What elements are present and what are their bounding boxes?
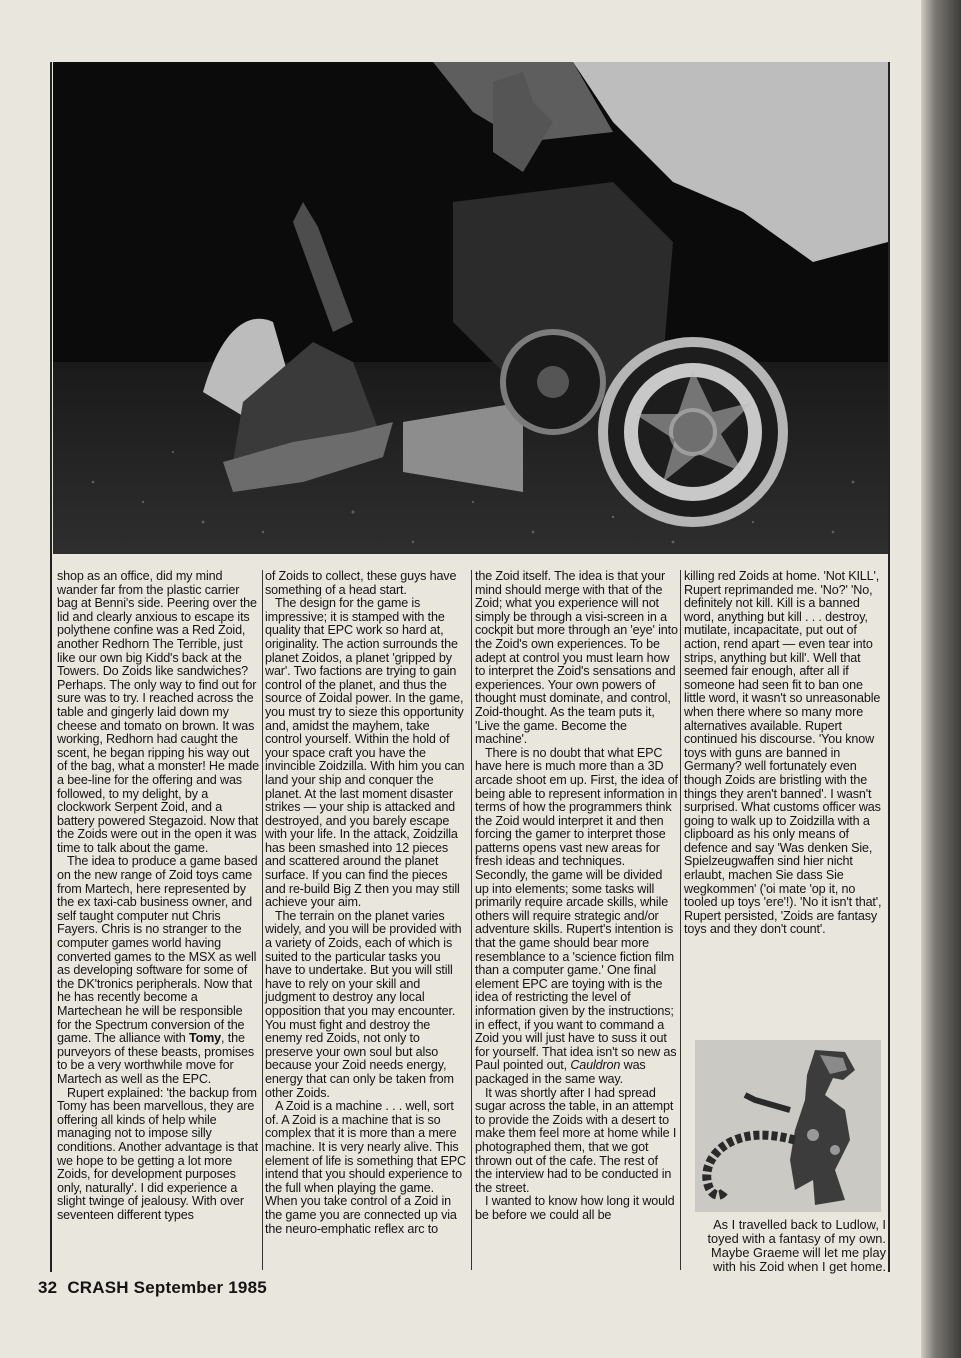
zoids-photo-illustration [53, 62, 888, 554]
article-column-3 [475, 570, 678, 1270]
article-column-1 [57, 570, 260, 1270]
zoidzilla-illustration [695, 1040, 881, 1212]
column-rule-1 [262, 570, 263, 1270]
photo-caption: As I travelled back to Ludlow, I toyed with a fantasy of my own. Maybe Graeme will let me play with his Zoid when I get home. [707, 1217, 886, 1274]
article-column-2 [265, 570, 468, 1270]
article-column-4 [684, 570, 884, 1030]
col2-paragraph-2: The design for the game is impressive; it is stamped with the quality that EPC work so hard at, originality. The action surrounds the planet Zoidos, a planet 'gripped by war'. Two factions are trying to gain control of the planet, and thus the source of Zoidal power. In the game, you must try to sieze this opportunity and, amidst the mayhem, take control yourself. Within the hold of your space craft you have the invincible Zoidzilla. With him you can land your ship and conquer the planet. At the last moment disaster strikes — your ship is attacked and destroyed, and you barely escape with your life. In the attack, Zoidzilla has been smashed into 12 pieces and scattered around the planet surface. If you can find the pieces and re-build Big Z then you may still achieve your aim. [265, 596, 465, 910]
col1-paragraph-2-text: The idea to produce a game based on the new range of Zoid toys came from Martech, here represented by the ex taxi-cab business owner, and self taught computer nut Chris Fayers. Chris is no stranger to the computer games world having converted games to the MSX as well as developing software for some of the DK'tronics peripherals. Now that he has recently become a Martechean he will be responsible for the Spectrum conversion of the game. The alliance with [57, 854, 258, 1046]
col2-paragraph-4: A Zoid is a machine . . . well, sort of. A Zoid is a machine that is so complex that it is more than a mere machine. It is very nearly alive. This element of life is something that EPC intend that you should experience to the full when playing the game. When you take control of a Zoid in the game you are connected up via the neuro-emphatic reflex arc to [265, 1099, 466, 1236]
col3-paragraph-2-text: There is no doubt that what EPC have here is much more than a 3D arcade shoot em up. First, the idea of being able to represent information in terms of how the programmers think the Zoid would interpret it and then forcing the gamer to interpret those patterns opens vast new areas for fresh ideas and techniques. Secondly, the game will be divided up into elements; some tasks will primarily require arcade skills, while others will require strategic and/or adventure skills. Rupert's intention is that the game should bear more resemblance to a 'science fiction film than a computer game.' One final element EPC are toying with is the idea of restricting the level of information given by the instructions; in effect, if you want to command a Zoid you will just have to suss it out for yourself. That idea isn't so new as Paul pointed out, [475, 745, 678, 1073]
col3-paragraph-4: I wanted to know how long it would be before we could all be [475, 1194, 675, 1222]
page-footer [38, 1278, 267, 1298]
col1-paragraph-3: Rupert explained: 'the backup from Tomy has been marvellous, they are offering all kinds of help while managing not to impose silly conditions. Another advantage is that we hope to be getting a lot more Zoids, for development purposes only, naturally'. I did experience a slight twinge of jealousy. With over seventeen different types [57, 1085, 258, 1222]
magazine-issue: CRASH September 1985 [67, 1278, 267, 1297]
col2-paragraph-3: The terrain on the planet varies widely, and you will be provided with a variety of Zoids, each of which is suited to the particular tasks you have to undertake. But you will still have to rely on your skill and judgment to destroy any local opposition that you may encounter. You must fight and destroy the enemy red Zoids, not only to preserve your own soul but also because your Zoid needs energy, energy that can only be taken from other Zoids. [265, 908, 462, 1100]
col3-paragraph-3: It was shortly after I had spread sugar across the table, in an attempt to provide the Zoids with a desert to make them feel more at home while I photographed them, that we got thrown out of the cafe. The rest of the interview had to be conducted in the street. [475, 1085, 677, 1195]
frame-rule-left [50, 62, 52, 1272]
zoids-table-photo [53, 62, 888, 554]
col1-paragraph-2 [57, 855, 260, 1086]
col3-paragraph-1: the Zoid itself. The idea is that your mind should merge with that of the Zoid; what you experience will not simply be through a visi-screen in a cockpit but more through an 'eye' into the Zoid's own experiences. To be adept at control you must learn how to interpret the Zoid's sensations and experiences. Your own powers of thought must dominate, and control, Zoid-thought. As the team puts it, 'Live the game. Become the machine'. [475, 569, 678, 747]
col1-paragraph-2-tail: , the purveyors of these beasts, promises to be a very worthwhile move for Martech as well as the EPC. [57, 1031, 255, 1086]
column-rule-2 [471, 570, 472, 1270]
tomy-bold: Tomy [188, 1031, 222, 1046]
col2-paragraph-1: of Zoids to collect, these guys have something of a head start. [265, 569, 457, 597]
cauldron-italic: Cauldron [570, 1058, 621, 1073]
col1-paragraph-1: shop as an office, did my mind wander far from the plastic carrier bag at Benni's side. Peering over the lid and clearly anxious to escape its polythene confine was a Red Zoid, another Redhorn The Terrible, just like our own big Kidd's back at the Towers. Do Zoids like sandwiches? Perhaps. The only way to find out for sure was to try. I reached across the table and gingerly laid down my cheese and tomato on brown. It was working, Redhorn had caught the scent, he began ripping his way out of the bag, what a monster! He made a bee-line for the offering and was followed, to my delight, by a clockwork Serpent Zoid, and a battery powered Stegazoid. Now that the Zoids were out in the open it was time to talk about the game. [57, 569, 259, 855]
col3-paragraph-2-tail: was packaged in the same way. [475, 1058, 646, 1086]
zoidzilla-photo [695, 1040, 881, 1212]
col4-paragraph-1: killing red Zoids at home. 'Not KILL', Rupert reprimanded me. 'No?' 'No, definitely not kill. Kill is a banned word, anything but kill . . . destroy, mutilate, incapacitate, put out of action, rend apart — even tear into strips, anything but kill'. Well that seemed fair enough, after all if someone had seen fit to ban one little word, it wasn't so unreasonable when there where so many more alternatives available. Rupert continued his discourse. 'You know toys with guns are banned in Germany? well fortunately even though Zoids are bristling with the things they aren't banned'. I wasn't surprised. What customs officer was going to walk up to Zoidzilla with a clipboard as his only means of defence and say 'Was denken Sie, Spielzeugwaffen sind hier nicht erlaubt, machen Sie dass Sie wegkommen' ('oi mate 'op it, no tooled up toys 'ere'!). 'No it isn't that', Rupert persisted, 'Zoids are fantasy toys and they don't count'. [684, 569, 882, 937]
page-edge-shadow [921, 0, 961, 1358]
frame-rule-right [888, 62, 890, 1272]
column-rule-3 [680, 570, 681, 1270]
page-number: 32 [38, 1278, 58, 1297]
col3-paragraph-2 [475, 747, 678, 1087]
